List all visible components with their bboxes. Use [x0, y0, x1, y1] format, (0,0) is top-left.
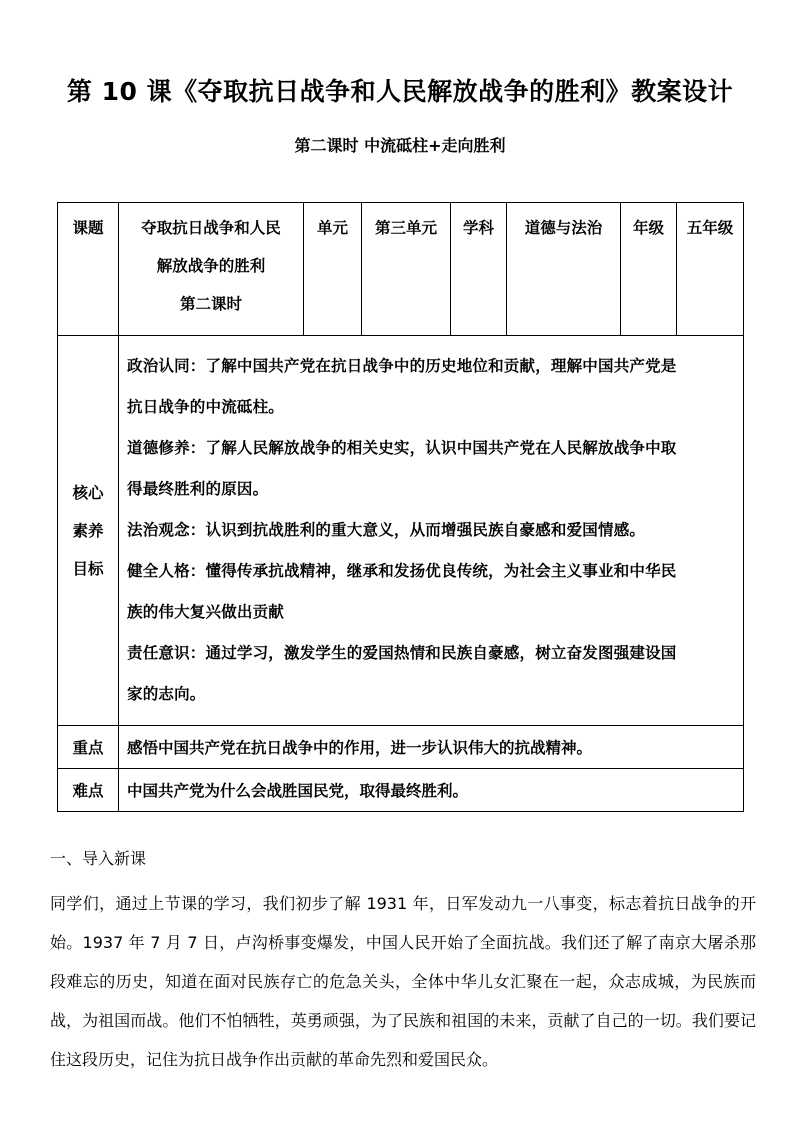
goal-line: 健全人格：懂得传承抗战精神，继承和发扬优良传统，为社会主义事业和中华民 [127, 562, 677, 580]
table-header-row [58, 203, 744, 336]
difficulty-text: 中国共产党为什么会战胜国民党，取得最终胜利。 [119, 769, 744, 812]
goals-content [119, 336, 744, 726]
section-heading: 一、导入新课 [50, 849, 147, 868]
goal-line: 抗日战争的中流砥柱。 [127, 398, 285, 416]
goal-line: 政治认同：了解中国共产党在抗日战争中的历史地位和贡献，理解中国共产党是 [127, 357, 677, 375]
goals-row [58, 336, 744, 726]
goals-label-line: 目标 [72, 559, 104, 578]
subject-label: 学科 [451, 203, 507, 336]
difficulty-label: 难点 [58, 769, 119, 812]
key-point-label: 重点 [58, 726, 119, 769]
topic-value-line: 夺取抗日战争和人民 [141, 219, 281, 237]
subject-value: 道德与法治 [507, 203, 621, 336]
unit-label: 单元 [304, 203, 362, 336]
goal-line: 家的志向。 [127, 685, 206, 703]
grade-value: 五年级 [677, 203, 744, 336]
key-point-row [58, 726, 744, 769]
topic-value-line: 第二课时 [179, 295, 242, 313]
goal-line: 族的伟大复兴做出贡献 [127, 603, 285, 621]
goals-label-line: 核心 [72, 483, 104, 502]
intro-paragraph: 同学们，通过上节课的学习，我们初步了解 1931 年，日军发动九一八事变，标志着抗日战争的开始。1937 年 7 月 7 日，卢沟桥事变爆发，中国人民开始了全面抗战。我们还了解了南京大屠杀那段难忘的历史，知道在面对民族存亡的危急关头，全体中华儿女汇聚在一起，众志成城，为民族而战，为祖国而战。他们不怕牺牲，英勇顽强，为了民族和祖国的未来，贡献了自己的一切。我们要记住这段历史，记住为抗日战争作出贡献的革命先烈和爱国民众。 [50, 894, 756, 1069]
goal-line: 责任意识：通过学习，激发学生的爱国热情和民族自豪感，树立奋发图强建设国 [127, 644, 677, 662]
topic-value-line: 解放战争的胜利 [156, 257, 266, 275]
goal-line: 道德修养：了解人民解放战争的相关史实，认识中国共产党在人民解放战争中取 [127, 439, 677, 457]
unit-value: 第三单元 [362, 203, 451, 336]
page-subtitle: 第二课时 中流砥柱+走向胜利 [294, 136, 506, 155]
goal-line: 得最终胜利的原因。 [127, 480, 269, 498]
topic-label: 课题 [58, 203, 119, 336]
page-title: 第 10 课《夺取抗日战争和人民解放战争的胜利》教案设计 [66, 77, 734, 106]
goal-line: 法治观念：认识到抗战胜利的重大意义，从而增强民族自豪感和爱国情感。 [127, 521, 646, 539]
difficulty-row [58, 769, 744, 812]
goals-label [58, 336, 119, 726]
grade-label: 年级 [621, 203, 677, 336]
lesson-plan-table [57, 202, 744, 812]
key-point-text: 感悟中国共产党在抗日战争中的作用，进一步认识伟大的抗战精神。 [119, 726, 744, 769]
goals-label-line: 素养 [72, 521, 104, 540]
topic-value [119, 203, 304, 336]
